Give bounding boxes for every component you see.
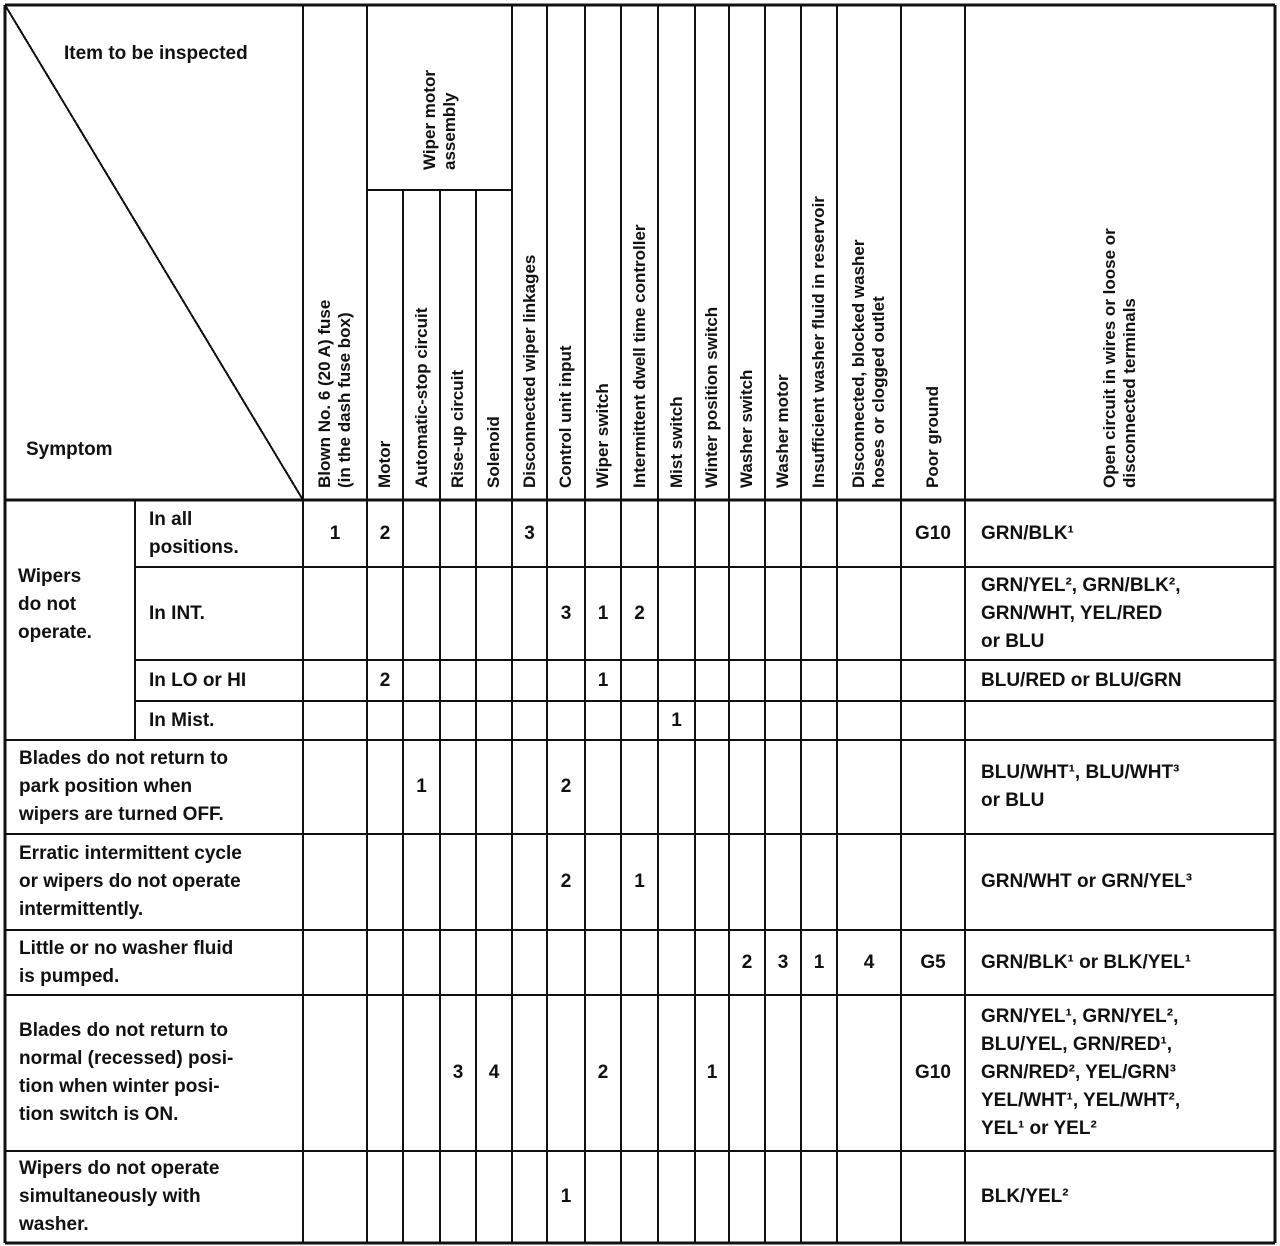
table-cell: 2: [560, 776, 572, 797]
table-cell: 1: [416, 776, 427, 797]
table-cell: 1: [560, 1186, 572, 1207]
column-header: Open circuit in wires or loose or disconnected terminals: [1100, 228, 1139, 488]
symptom-row-label: Little or no washer fluid is pumped.: [19, 937, 234, 987]
wires-cell: GRN/BLK¹: [981, 522, 1074, 544]
table-cell: 2: [634, 602, 645, 624]
table-cell: 1: [634, 871, 645, 892]
symptom-row-label: Erratic intermittent cycle or wipers do not operate intermittently.: [19, 843, 242, 920]
wires-cell: BLK/YEL²: [981, 1186, 1069, 1207]
column-header: Motor: [375, 440, 394, 488]
symptom-label: Symptom: [26, 439, 113, 460]
column-header: Automatic-stop circuit: [411, 307, 431, 488]
table-cell: 4: [863, 951, 875, 973]
column-header: Intermittent dwell time controller: [629, 224, 649, 488]
column-header: Rise-up circuit: [448, 369, 467, 488]
symptom-row-label: Wipers do not operate simultaneously with washer.: [19, 1158, 220, 1235]
symptom-row-label: In all positions.: [149, 508, 239, 558]
header-diagonal: [5, 5, 303, 500]
symptom-row-label: Blades do not return to park position when wipers are turned OFF.: [19, 748, 228, 825]
symptom-row-label: In Mist.: [149, 709, 215, 731]
table-cell: 2: [741, 951, 753, 973]
table-cell: 3: [777, 951, 789, 973]
table-cell: G10: [915, 522, 951, 544]
table-cell: 1: [706, 1062, 718, 1083]
table-cell: 3: [524, 522, 535, 544]
item-to-be-inspected-label: Item to be inspected: [64, 43, 248, 64]
column-header: Control unit input: [556, 345, 575, 488]
symptom-row-label: Blades do not return to normal (recessed) posi- tion when winter posi- tion switch is ON.: [19, 1020, 234, 1125]
table-cell: 1: [329, 522, 341, 544]
table-cell: 4: [488, 1062, 500, 1083]
column-header: Insufficient washer fluid in reservoir: [809, 196, 828, 488]
column-header: Washer motor: [773, 374, 792, 488]
table-cell: 1: [597, 669, 609, 691]
column-header: Poor ground: [923, 386, 942, 488]
wires-cell: GRN/YEL², GRN/BLK², GRN/WHT, YEL/RED or BLU: [981, 574, 1181, 652]
column-header: Disconnected, blocked washer hoses or clogged outlet: [849, 239, 888, 488]
column-header: Washer switch: [737, 369, 756, 488]
column-header: Mist switch: [666, 396, 686, 488]
wires-cell: BLU/RED or BLU/GRN: [981, 669, 1182, 691]
table-cell: 3: [560, 602, 572, 624]
table-cell: 1: [813, 951, 825, 973]
column-header: Wiper switch: [593, 383, 612, 488]
table-cell: 3: [452, 1062, 464, 1083]
table-cell: G5: [920, 951, 946, 973]
table-cell: 2: [379, 669, 391, 691]
wipers-do-not-operate-label: Wipers do not operate.: [18, 566, 92, 643]
symptom-row-label: In INT.: [149, 602, 205, 624]
column-header: Winter position switch: [702, 306, 721, 488]
column-header: Blown No. 6 (20 A) fuse (in the dash fuse box): [315, 299, 354, 488]
table-cell: G10: [915, 1062, 951, 1083]
table-cell: 1: [597, 602, 609, 624]
wires-cell: GRN/WHT or GRN/YEL³: [981, 871, 1193, 892]
wires-cell: GRN/BLK¹ or BLK/YEL¹: [981, 951, 1192, 973]
column-header: Solenoid: [484, 416, 503, 488]
table-cell: 2: [379, 522, 391, 544]
table-cell: 2: [597, 1062, 609, 1083]
table-cell: 2: [560, 871, 572, 892]
symptom-row-label: In LO or HI: [149, 669, 247, 691]
wiper-motor-assembly-label: Wiper motor assembly: [419, 70, 459, 170]
wires-cell: GRN/YEL¹, GRN/YEL², BLU/YEL, GRN/RED¹, GRN/RED², YEL/GRN³ YEL/WHT¹, YEL/WHT², YEL¹ or YEL²: [981, 1006, 1181, 1139]
wires-cell: BLU/WHT¹, BLU/WHT³ or BLU: [981, 762, 1180, 811]
column-header: Disconnected wiper linkages: [519, 254, 539, 488]
table-cell: 1: [671, 709, 682, 731]
